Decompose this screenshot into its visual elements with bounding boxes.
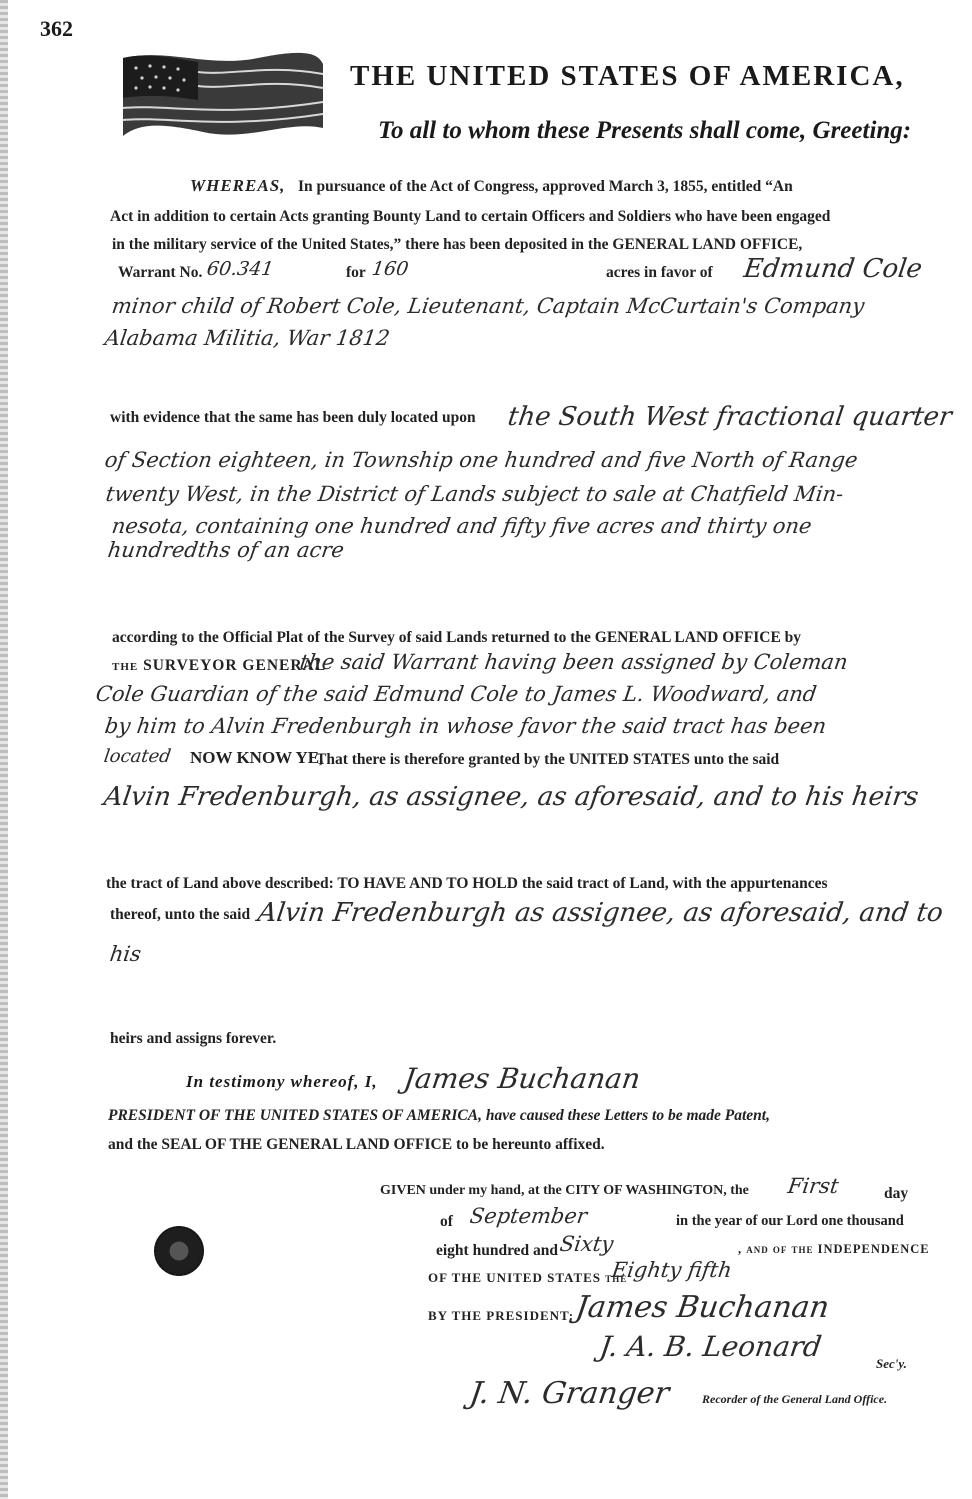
survey-line-3: Cole Guardian of the said Edmund Cole to James L. Woodward, and bbox=[94, 682, 819, 706]
month-value: September bbox=[468, 1204, 589, 1228]
grantee-name: Edmund Cole bbox=[741, 254, 925, 284]
location-line-5: hundredths of an acre bbox=[106, 538, 346, 562]
testimony-label: In testimony whereof, I, bbox=[186, 1072, 378, 1091]
surveyor-label: the SURVEYOR GENERAL bbox=[112, 657, 327, 674]
location-line-4: nesota, containing one hundred and fifty five acres and thirty one bbox=[110, 514, 814, 538]
habendum-his: his bbox=[108, 942, 143, 966]
flag-icon bbox=[118, 50, 328, 150]
whereas-heading: WHEREAS, bbox=[190, 176, 286, 195]
habendum-label: thereof, unto the said bbox=[110, 906, 251, 923]
by-the-president: BY THE PRESIDENT: bbox=[428, 1308, 575, 1323]
warrant-number: 60.341 bbox=[205, 258, 276, 280]
habendum-line-1: the tract of Land above described: TO HAVE AND TO HOLD the said tract of Land, with the appurtenances bbox=[106, 875, 828, 892]
location-label: with evidence that the same has been duly located upon bbox=[110, 409, 476, 426]
president-signature: James Buchanan bbox=[573, 1290, 832, 1325]
greeting: To all to whom these Presents shall come, Greeting: bbox=[378, 117, 912, 144]
general-land-office-seal bbox=[154, 1226, 204, 1276]
day-label: day bbox=[884, 1185, 909, 1202]
location-line-3: twenty West, in the District of Lands subject to sale at Chatfield Min- bbox=[104, 482, 845, 506]
recorder-label: Recorder of the General Land Office. bbox=[702, 1392, 888, 1406]
eight-hundred-label: eight hundred and bbox=[436, 1242, 559, 1259]
united-states-label: OF THE UNITED STATES the bbox=[428, 1270, 628, 1285]
day-value: First bbox=[786, 1174, 841, 1198]
location-line-1: the South West fractional quarter bbox=[505, 402, 954, 432]
survey-line-2: the said Warrant having been assigned by Coleman bbox=[298, 650, 850, 674]
testimony-line-2: PRESIDENT OF THE UNITED STATES OF AMERICA, have caused these Letters to be made Patent, bbox=[108, 1107, 770, 1124]
secretary-signature: J. A. B. Leonard bbox=[597, 1330, 824, 1363]
independence-label: , and of the INDEPENDENCE bbox=[738, 1242, 930, 1256]
independence-value: Eighty fifth bbox=[610, 1258, 734, 1282]
president-name: James Buchanan bbox=[401, 1062, 643, 1095]
warrant-label: Warrant No. bbox=[118, 264, 203, 281]
location-line-2: of Section eighteen, in Township one hundred and five North of Range bbox=[103, 448, 860, 472]
heirs-line: heirs and assigns forever. bbox=[110, 1030, 277, 1047]
recorder-signature: J. N. Granger bbox=[467, 1376, 672, 1411]
secretary-label: Sec'y. bbox=[876, 1356, 907, 1371]
preamble-line-2: Act in addition to certain Acts granting Bounty Land to certain Officers and Soldiers who have been engaged bbox=[110, 208, 831, 225]
of-label: of bbox=[440, 1213, 453, 1230]
survey-line-4: by him to Alvin Fredenburgh in whose favor the said tract has been bbox=[103, 714, 828, 738]
for-label: for bbox=[346, 264, 366, 281]
preamble-line-3: in the military service of the United States,” there has been deposited in the GENERAL LAND OFFICE, bbox=[112, 236, 803, 253]
grantee-description-1: minor child of Robert Cole, Lieutenant, Captain McCurtain's Company bbox=[110, 294, 866, 318]
scan-edge bbox=[0, 0, 8, 1499]
granted-text: That there is therefore granted by the UNITED STATES unto the said bbox=[316, 751, 780, 768]
page-number: 362 bbox=[40, 16, 73, 41]
given-line: GIVEN under my hand, at the CITY OF WASHINGTON, the bbox=[380, 1183, 749, 1198]
survey-line-1: according to the Official Plat of the Survey of said Lands returned to the GENERAL LAND OFFICE by bbox=[112, 629, 802, 646]
now-know-ye: NOW KNOW YE, bbox=[190, 748, 324, 767]
testimony-line-3: and the SEAL OF THE GENERAL LAND OFFICE to be hereunto affixed. bbox=[108, 1136, 605, 1153]
year-label: in the year of our Lord one thousand bbox=[676, 1213, 904, 1229]
preamble-line-1: In pursuance of the Act of Congress, approved March 3, 1855, entitled “An bbox=[298, 178, 793, 195]
habendum-assignee: Alvin Fredenburgh as assignee, as aforesaid, and to bbox=[255, 898, 945, 928]
year-value: Sixty bbox=[558, 1232, 615, 1256]
acres-label: acres in favor of bbox=[606, 264, 713, 281]
acres-value: 160 bbox=[370, 258, 410, 280]
survey-located: located bbox=[102, 746, 173, 767]
document-title: THE UNITED STATES OF AMERICA, bbox=[350, 60, 905, 92]
grantee-description-2: Alabama Militia, War 1812 bbox=[103, 326, 392, 350]
assignee-line: Alvin Fredenburgh, as assignee, as aforesaid, and to his heirs bbox=[101, 782, 921, 812]
